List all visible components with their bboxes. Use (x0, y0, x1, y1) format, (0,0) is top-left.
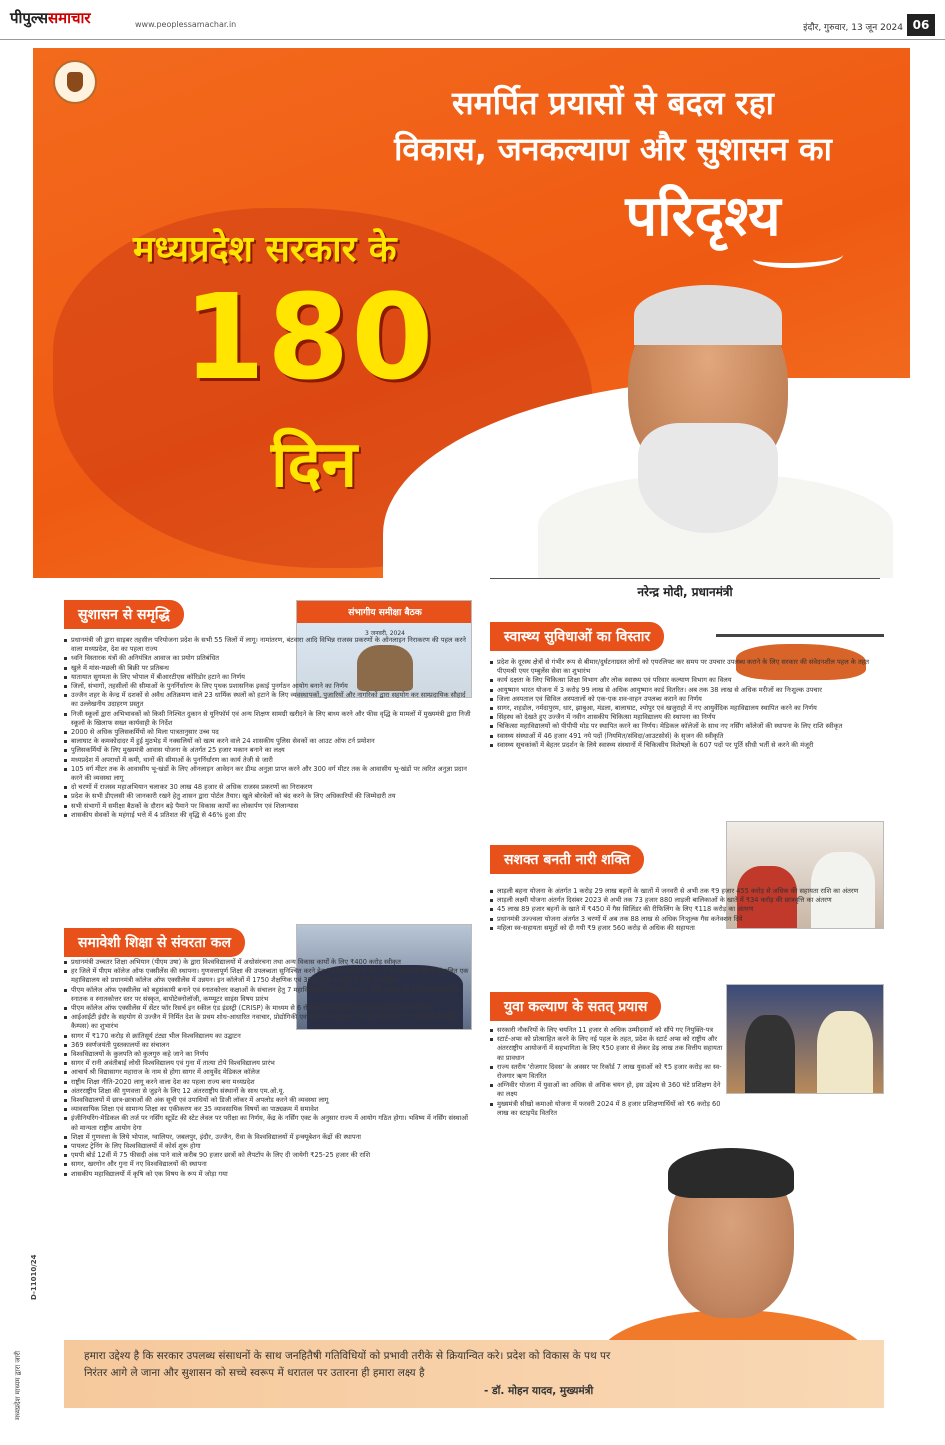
days-number: 180 (183, 268, 436, 406)
newspaper-logo[interactable] (10, 8, 91, 28)
photo-caption: संभागीय समीक्षा बैठक (348, 608, 422, 618)
section-swasthya (490, 622, 885, 749)
headline-line-2: विकास, जनकल्याण और सुशासन का (394, 130, 832, 168)
section-shiksha (64, 928, 474, 1178)
section-yuva (490, 992, 885, 1117)
section-title: समावेशी शिक्षा से संवरता कल (64, 928, 245, 957)
list-item: सागर, शहडोल, नर्मदापुरम, धार, झाबुआ, मंडला, बालाघाट, श्योपुर एवं खजुराहो में नए आयुर्वेदिक महाविद्यालय स्थापित करने का निर्णय (490, 704, 885, 713)
list-item: आईआईटी इंदौर के सहयोग से उज्जैन में निर्मित देश के प्रथम शोध-आधारित नवाचार, प्रोद्योगिकी एवं उद्यमिता अनुसंधान केंद्र (डीप-टेक रिसर्च एंड डिस्कवरी कैपेसिटी कैम्पस) का शुभारंभ (64, 1013, 474, 1031)
list-item: स्टार्ट-अप्स को प्रोत्साहित करने के लिए नई पहल के तहत, प्रदेश के स्टार्ट अप्स को राष्ट्रीय और अंतरराष्ट्रीय आयोजनों में सहभागिता के लिए ₹50 हजार से लेकर डेढ़ लाख तक वित्तीय सहायता का प्रावधान (490, 1035, 726, 1063)
list-item: सागर में रानी अवंतीबाई लोधी विश्वविद्यालय एवं गुना में तात्या टोपे विश्वविद्यालय प्रारंभ (64, 1059, 474, 1068)
list-item: सरकारी नौकरियों के लिए चयनित 11 हजार से अधिक उम्मीदवारों को सौंपे गए नियुक्ति-पत्र (490, 1026, 726, 1035)
pm-beard (638, 423, 778, 533)
headline-big: परिदृश्य (625, 184, 781, 249)
list-item: अंतरराष्ट्रीय शिक्षा की गुणवत्ता से जुड़ने के लिए 12 अंतरराष्ट्रीय संस्थानों के साथ एम.ओ.यू. (64, 1087, 474, 1096)
list-item: प्रदेश के सभी डीएलसी की जानकारी रखने हेतु शासन द्वारा पोर्टल तैयार। खुले बोरवेलों को बंद करने के लिए अधिकारियों की जिम्मेदारी तय (64, 792, 474, 801)
section-title: सशक्त बनती नारी शक्ति (490, 845, 644, 874)
hero-headline (333, 80, 893, 172)
list-item: अग्निवीर योजना में युवाओं का अधिक से अधिक चयन हो, इस उद्देश्य से 360 घंटे प्रशिक्षण देने का लक्ष्य (490, 1081, 726, 1099)
youth-figure (745, 1015, 795, 1094)
section-title: स्वास्थ्य सुविधाओं का विस्तार (490, 622, 664, 651)
list-item: पीएम कॉलेज ऑफ एक्सीलेंस में सेंटर फॉर रिसर्च इन स्कील एंड इंडस्ट्री (CRISP) के माध्यम से 6 रोजगारोन्मुखी स्किल-आधारित पाठ्यक्रमों का संचालन (64, 1004, 474, 1013)
swoosh-decoration (753, 246, 843, 268)
page-number: 06 (907, 14, 935, 36)
cm-quote-box (64, 1340, 884, 1408)
cm-quote-text: हमारा उद्देश्य है कि सरकार उपलब्ध संसाधनों के साथ जनहितैषी गतिविधियों को प्रभावी तरीके से क्रियान्वित करे। प्रदेश को विकास के पथ पर निरंतर आगे ले जाना और सुशासन को सच्चे स्वरूप में धरातल पर उतारना ही हमारा लक्ष्य है (84, 1350, 611, 1379)
section-title: सुशासन से समृद्धि (64, 600, 184, 629)
list-item: सागर में ₹170 करोड़ से क्रांतिसूर्य टंट्या भील विश्वविद्यालय का उद्घाटन (64, 1032, 474, 1041)
list-item: आयुष्मान भारत योजना में 3 करोड़ 99 लाख से अधिक आयुष्मान कार्ड वितरित। अब तक 38 लाख से अधिक मरीजों का निःशुल्क उपचार (490, 686, 885, 695)
list-item: एमपी बोर्ड 12वीं में 75 फीसदी अंक पाने वाले करीब 90 हजार छात्रों को लैपटॉप के लिए दी जायेगी ₹25-25 हजार की राशि (64, 1151, 474, 1160)
list-item: विश्वविद्यालयों में छात्र-छात्राओं की अंक सूची एवं उपाधियों को डिजी लॉकर में अपलोड करने की व्यवस्था लागू (64, 1096, 474, 1105)
mp-emblem-icon (53, 60, 97, 104)
section-title: युवा कल्याण के सतत् प्रयास (490, 992, 661, 1021)
list-item: राष्ट्रीय शिक्षा नीति-2020 लागू करने वाला देश का पहला राज्य बना मध्यप्रदेश (64, 1078, 474, 1087)
dateline: इंदौर, गुरुवार, 13 जून 2024 (803, 23, 903, 33)
list-item: शासकीय सेवकों के महंगाई भत्ते में 4 प्रतिशत की वृद्धि से 46% हुआ डीए (64, 811, 474, 820)
section-sushasan (64, 600, 474, 819)
helicopter-rotor (716, 634, 884, 637)
list-item: सभी संभागों में समीक्षा बैठकों के दौरान बड़े पैमाने पर विकास कार्यों का लोकार्पण एवं शिलान्यास (64, 802, 474, 811)
list-item: कार्य दक्षता के लिए चिकित्सा शिक्षा विभाग और लोक स्वास्थ्य एवं परिवार कल्याण विभाग का विलय (490, 676, 885, 685)
list-item: इंजीनियरिंग-मेडिकल की तर्ज पर नर्सिंग स्टूडेंट की स्टेट लेवल पर परीक्षा का निर्णय, केंद्र के नर्सिंग एक्ट के अनुसार राज्य में आयोग गठित होगा। भविष्य में नर्सिंग संस्थाओं को मान्यता राष्ट्रीय आयोग देगा (64, 1114, 474, 1132)
list-item: प्रधानमंत्री उच्चतर शिक्षा अभियान (पीएम उषा) के द्वारा विश्वविद्यालयों में अधोसंरचना तथा अन्य विकास कार्यों के लिए ₹400 करोड़ स्वीकृत (64, 958, 474, 967)
list-item: प्रधानमंत्री उज्ज्वला योजना अंतर्गत 3 चरणों में अब तक 88 लाख से अधिक निःशुल्क गैस कनेक्शन दिये (490, 915, 885, 924)
nari-list (490, 887, 885, 933)
list-item: यातायात सुगमता के लिए भोपाल में बीआरटीएस कॉरिडोर हटाने का निर्णय (64, 673, 474, 682)
website-url[interactable]: www.peoplessamachar.in (135, 20, 237, 29)
logo-part-a: पीपुल्स (10, 9, 49, 27)
list-item: पीएम कॉलेज ऑफ एक्सीलेंस को बहुसंकायी बनाने एवं स्नातकोत्तर कक्षाओं के संचालन हेतु 7 महाविद्यालयों में स्नातक स्तर पर नवीन संकाय एवं 55 महाविद्यालयों में स्नातक व स्नातकोत्तर स्तर पर संस्कृत, बायोटेक्नोलॉजी, कम्प्यूटर साइंस विषय प्रारंभ (64, 986, 474, 1004)
cm-quote-signature: - डॉ. मोहन यादव, मुख्यमंत्री (484, 1385, 594, 1397)
list-item: शासकीय महाविद्यालयों में कृषि को एक विषय के रूप में जोड़ा गया (64, 1170, 474, 1179)
list-item: विश्वविद्यालयों के कुलपति को कुलगुरु कहे जाने का निर्णय (64, 1050, 474, 1059)
list-item: जिला अस्पताल एवं सिविल अस्पतालों को एक-एक शव-वाहन उपलब्ध कराने का निर्णय (490, 695, 885, 704)
hero-banner (33, 48, 910, 578)
ad-code: D-11010/24 (30, 1254, 38, 1300)
mp-sarkar-line: मध्यप्रदेश सरकार के (133, 229, 397, 270)
list-item: व्यावसायिक शिक्षा एवं सामान्य शिक्षा का एकीकरण कर 35 व्यावसायिक विषयों का पाठ्यक्रम में समावेश (64, 1105, 474, 1114)
section-nari (490, 845, 885, 932)
list-item: खुले में मांस-मछली की बिक्री पर प्रतिबन्ध (64, 664, 474, 673)
list-item: लाड़ली लक्ष्मी योजना अंतर्गत दिसंबर 2023 से अभी तक 73 हजार 880 लाड़ली बालिकाओं के खाते में ₹34 करोड़ की छात्रवृत्ति का अंतरण (490, 896, 885, 905)
days-label: दिन (271, 428, 358, 502)
list-item: 105 वर्ग मीटर तक के आवासीय भू-खंडों के लिए ऑनलाइन आवेदन कर डीम्ड अनुज्ञा प्राप्त करने और 300 वर्ग मीटर तक के आवासीय भू-खंडों पर त्वरित अनुज्ञा प्रदान करने की व्यवस्था लागू (64, 765, 474, 783)
list-item: स्वास्थ्य सूचकांकों में बेहतर प्रदर्शन के लिये स्वास्थ्य संस्थानों में चिकित्सीय विशेषज्ञों के 607 पदों पर पूर्ति सीधी भर्ती से करने की मंजूरी (490, 741, 885, 750)
list-item: सिंहस्थ को देखते हुए उज्जैन में नवीन शासकीय चिकित्सा महाविद्यालय की स्थापना का निर्णय (490, 713, 885, 722)
list-item: प्रदेश के दूरस्थ क्षेत्रों से गंभीर रूप से बीमार/दुर्घटनाग्रस्त लोगों को एयरलिफ्ट कर समय पर उपचार उपलब्ध कराने के लिए सरकार की संवेदनशील पहल के तहत पीएमश्री एयर एम्बुलेंस सेवा का शुभारंभ (490, 658, 885, 676)
yuva-list (490, 1026, 726, 1118)
appointment-letter-photo (726, 984, 884, 1094)
pm-caption: नरेन्द्र मोदी, प्रधानमंत्री (490, 578, 880, 600)
pm-hair (634, 285, 782, 345)
list-item: राज्य स्तरीय 'रोजगार दिवस' के अवसर पर रिकॉर्ड 7 लाख युवाओं को ₹5 हजार करोड़ का स्व-रोजगार ऋण वितरित (490, 1063, 726, 1081)
cm-figure-yuva (817, 1011, 873, 1094)
list-item: निजी स्कूलों द्वारा अभिभावकों को किसी निश्चित दुकान से यूनिफॉर्म एवं अन्य शिक्षण सामग्री खरीदने के लिए बाध्य करने और फीस वृद्धि के मामलों में मुख्यमंत्री द्वारा निजी स्कूलों के खिलाफ सख्त कार्यवाही के निर्देश (64, 710, 474, 728)
logo-part-b: समाचार (48, 9, 91, 27)
photo-date: 3 जनवरी, 2024 (365, 630, 405, 637)
headline-line-1: समर्पित प्रयासों से बदल रहा (452, 84, 774, 122)
list-item: मुख्यमंत्री सीखो कमाओ योजना में फरवरी 2024 में 8 हजार प्रशिक्षणार्थियों को ₹6 करोड़ 60 लाख का स्टाइपेंड वितरित (490, 1100, 726, 1118)
list-item: आचार्य श्री विद्यासागर महाराज के नाम से होगा सागर में आयुर्वेद मेडिकल कॉलेज (64, 1068, 474, 1077)
list-item: प्रधानमंत्री जी द्वारा साइबर तहसील परियोजना प्रदेश के सभी 55 जिलों में लागू। नामांतरण, बंटवारा आदि विभिन्न राजस्व प्रकरणों के ऑनलाइन निराकरण की पहल करने वाला मध्यप्रदेश, देश का पहला राज्य (64, 636, 474, 654)
list-item: दो चरणों में राजस्व महाअभियान चलाकर 30 लाख 48 हजार से अधिक राजस्व प्रकरणों का निराकरण (64, 783, 474, 792)
pm-portrait (538, 273, 893, 578)
list-item: सागर, खरगोन और गुना में नए विश्वविद्यालयों की स्थापना (64, 1160, 474, 1169)
publisher-note: मध्यप्रदेश माध्यम द्वारा जारी (14, 1350, 22, 1420)
list-item: स्वास्थ्य संस्थाओं में 46 हजार 491 नये पदों (नियमित/संविदा/आउटसोर्स) के सृजन की स्वीकृति (490, 732, 885, 741)
list-item: मध्यप्रदेश में अपराधों में कमी, थानों की सीमाओं के पुनर्निर्धारण का कार्य तेजी से जारी (64, 756, 474, 765)
sushasan-list (64, 636, 474, 820)
list-item: पुलिसकर्मियों के लिए मुख्यमंत्री आवास योजना के अंतर्गत 25 हजार मकान बनाने का लक्ष्य (64, 746, 474, 755)
swasthya-list (490, 658, 885, 750)
list-item: लाड़ली बहना योजना के अंतर्गत 1 करोड़ 29 लाख बहनों के खातों में जनवरी से अभी तक ₹9 हजार 455 करोड़ से अधिक की सहायता राशि का अंतरण (490, 887, 885, 896)
list-item: जिलों, संभागों, तहसीलों की सीमाओं के पुनर्निर्धारण के लिए पृथक प्रशासनिक इकाई पुनर्गठन आयोग बनाने का निर्णय (64, 682, 474, 691)
list-item: बालाघाट के कमकोदादर में हुई मुठभेड़ में नक्सलियों को खत्म करने वाले 24 शासकीय पुलिस सेवकों का आउट ऑफ टर्न प्रमोशन (64, 737, 474, 746)
list-item: 369 स्वर्णजयंती पुस्तकालयों का संचालन (64, 1041, 474, 1050)
list-item: हर जिले में पीएम कॉलेज ऑफ एक्सीलेंस की स्थापना। गुणवत्तापूर्ण शिक्षा की उपलब्धता सुनिश्चित करने हेतु ₹485 करोड़ के निवेश से 55 जिलों में पूर्व से संचालित एक महाविद्यालय को प्रधानमंत्री कॉलेज ऑफ एक्सीलेंस में उन्नयन। इन कॉलेजों में 1750 शैक्षणिक एवं 369 तृतीय व चतुर्थ श्रेणी के पद सृजित (64, 967, 474, 985)
list-item: उज्जैन शहर के केन्द्र में दशकों से अवैध अतिक्रमण वाले 23 धार्मिक स्थलों को हटाने के लिए व्यवस्थापकों, पुजारियों और नागरिकों द्वारा सहयोग कर साम्प्रदायिक सौहार्द का उल्लेखनीय उदाहरण प्रस्तुत (64, 691, 474, 709)
list-item: महिला स्व-सहायता समूहों को दी गयी ₹9 हजार 560 करोड़ से अधिक की सहायता (490, 924, 885, 933)
shiksha-list (64, 958, 474, 1179)
list-item: ध्वनि विस्तारक यंत्रों की अनियंत्रित आवाज का प्रयोग प्रतिबंधित (64, 654, 474, 663)
list-item: पायलट ट्रेनिंग के लिए विश्वविद्यालयों में कोर्स शुरू होगा (64, 1142, 474, 1151)
list-item: चिकित्सा महाविद्यालयों को पीपीपी मोड पर स्थापित करने का निर्णय। मेडिकल कॉलेजों के साथ नए नर्सिंग कॉलेजों की स्थापना के लिए राशि स्वीकृत (490, 722, 885, 731)
list-item: 45 लाख 89 हजार बहनों के खाते में ₹450 में गैस सिलिंडर की रीफिलिंग के लिए ₹118 करोड़ का अंतरण (490, 905, 885, 914)
list-item: 2000 से अधिक पुलिसकर्मियों को मिला पात्रतानुसार उच्च पद (64, 728, 474, 737)
cm-hair (668, 1148, 794, 1198)
list-item: शिक्षा में गुणवत्ता के लिये भोपाल, ग्वालियर, जबलपुर, इंदौर, उज्जैन, रीवा के विश्वविद्यालयों में इन्क्यूबेशन केंद्रों की स्थापना (64, 1133, 474, 1142)
masthead (0, 0, 945, 40)
